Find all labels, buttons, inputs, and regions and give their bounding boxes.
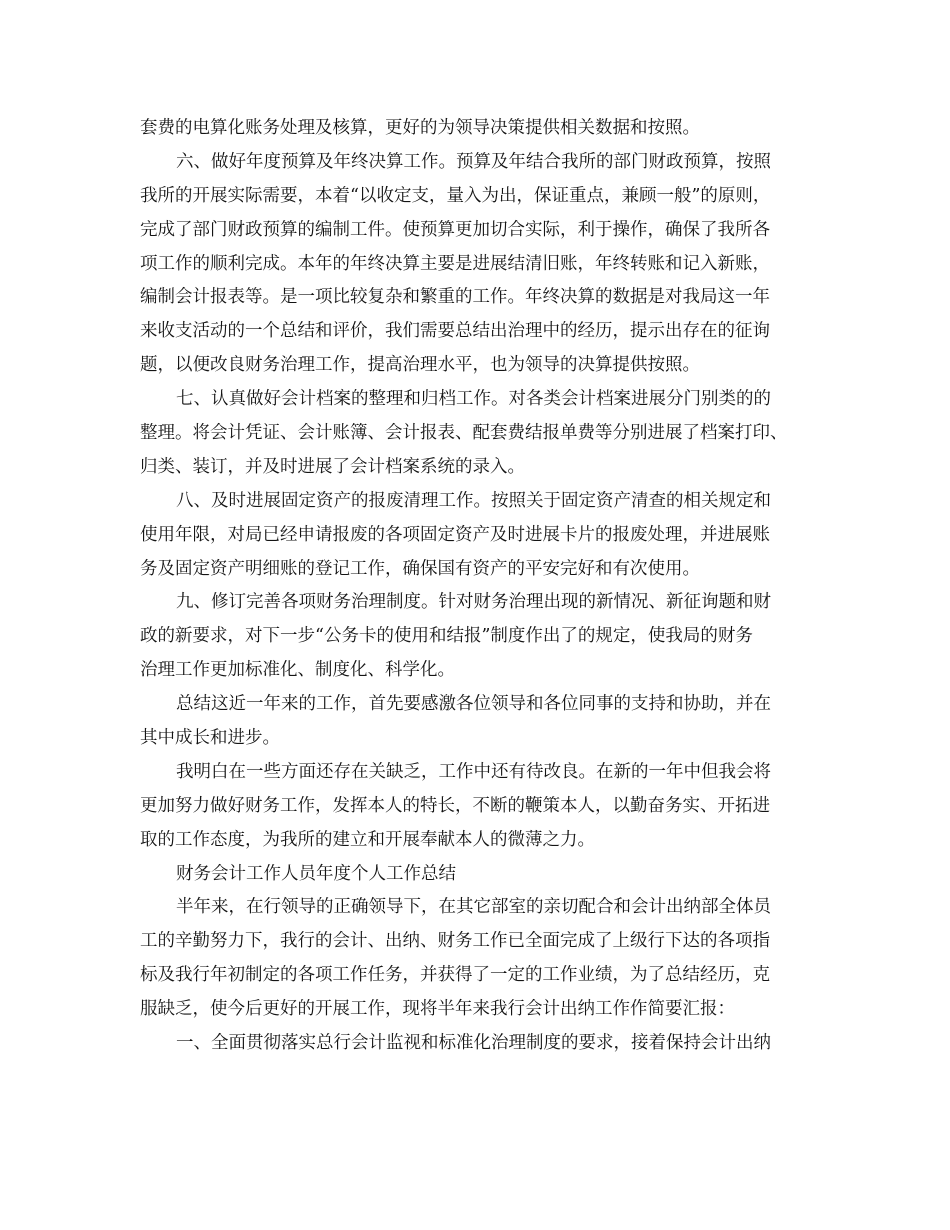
paragraph-first-line: 我明白在一些方面还存在关缺乏，工作中还有待改良。在新的一年中但我会将 xyxy=(176,761,771,782)
paragraph-line: 编制会计报表等。是一项比较复杂和繁重的工作。年终决算的数据是对我局这一年 xyxy=(140,287,770,308)
paragraph-first-line: 八、及时进展固定资产的报废清理工作。按照关于固定资产清查的相关规定和 xyxy=(176,490,771,511)
paragraph-line: 标及我行年初制定的各项工作任务，并获得了一定的工作业绩，为了总结经历，克 xyxy=(140,965,770,986)
paragraph-line: 完成了部门财政预算的编制工件。使预算更加切合实际，利于操作，确保了我所各 xyxy=(140,219,770,240)
paragraph-first-line: 七、认真做好会计档案的整理和归档工作。对各类会计档案进展分门别类的的 xyxy=(176,389,771,410)
paragraph-line: 归类、装订，并及时进展了会计档案系统的录入。 xyxy=(140,456,525,477)
paragraph-line: 工的辛勤努力下，我行的会计、出纳、财务工作已全面完成了上级行下达的各项指 xyxy=(140,931,770,952)
paragraph-first-line: 财务会计工作人员年度个人工作总结 xyxy=(176,863,456,884)
paragraph-line: 治理工作更加标准化、制度化、科学化。 xyxy=(140,660,455,681)
paragraph-line: 来收支活动的一个总结和评价，我们需要总结出治理中的经历，提示出存在的征询 xyxy=(140,321,770,342)
document-body xyxy=(140,112,820,1061)
paragraph-line: 政的新要求，对下一步“公务卡的使用和结报”制度作出了的规定，使我局的财务 xyxy=(140,626,753,647)
paragraph-first-line: 半年来，在行领导的正确领导下，在其它部室的亲切配合和会计出纳部全体员 xyxy=(176,897,771,918)
paragraph-line: 更加努力做好财务工作，发挥本人的特长，不断的鞭策本人，以勤奋务实、开拓进 xyxy=(140,795,770,816)
paragraph-line: 务及固定资产明细账的登记工作，确保国有资产的平安完好和有次使用。 xyxy=(140,558,700,579)
paragraph-first-line: 总结这近一年来的工作，首先要感激各位领导和各位同事的支持和协助，并在 xyxy=(176,694,771,715)
paragraph-line: 其中成长和进步。 xyxy=(140,728,280,749)
paragraph-line: 取的工作态度，为我所的建立和开展奉献本人的微薄之力。 xyxy=(140,829,595,850)
paragraph-line: 我所的开展实际需要，本着“以收定支，量入为出，保证重点，兼顾一般”的原则， xyxy=(140,185,771,206)
paragraph-first-line: 一、全面贯彻落实总行会计监视和标准化治理制度的要求，接着保持会计出纳 xyxy=(176,1033,771,1054)
paragraph-line: 项工作的顺利完成。本年的年终决算主要是进展结清旧账，年终转账和记入新账， xyxy=(140,253,770,274)
paragraph-line: 套费的电算化账务处理及核算，更好的为领导决策提供相关数据和按照。 xyxy=(140,118,700,138)
paragraph-first-line: 六、做好年度预算及年终决算工作。预算及年结合我所的部门财政预算，按照 xyxy=(176,151,771,172)
paragraph-line: 题，以便改良财务治理工作，提高治理水平，也为领导的决算提供按照。 xyxy=(140,355,700,376)
paragraph-first-line: 九、修订完善各项财务治理制度。针对财务治理出现的新情况、新征询题和财 xyxy=(176,592,771,613)
paragraph-line: 整理。将会计凭证、会计账簿、会计报表、配套费结报单费等分别进展了档案打印、 xyxy=(140,423,788,444)
paragraph-line: 使用年限，对局已经申请报废的各项固定资产及时进展卡片的报废处理，并进展账 xyxy=(140,524,770,545)
paragraph-line: 服缺乏，使今后更好的开展工作，现将半年来我行会计出纳工作作简要汇报： xyxy=(140,999,735,1020)
